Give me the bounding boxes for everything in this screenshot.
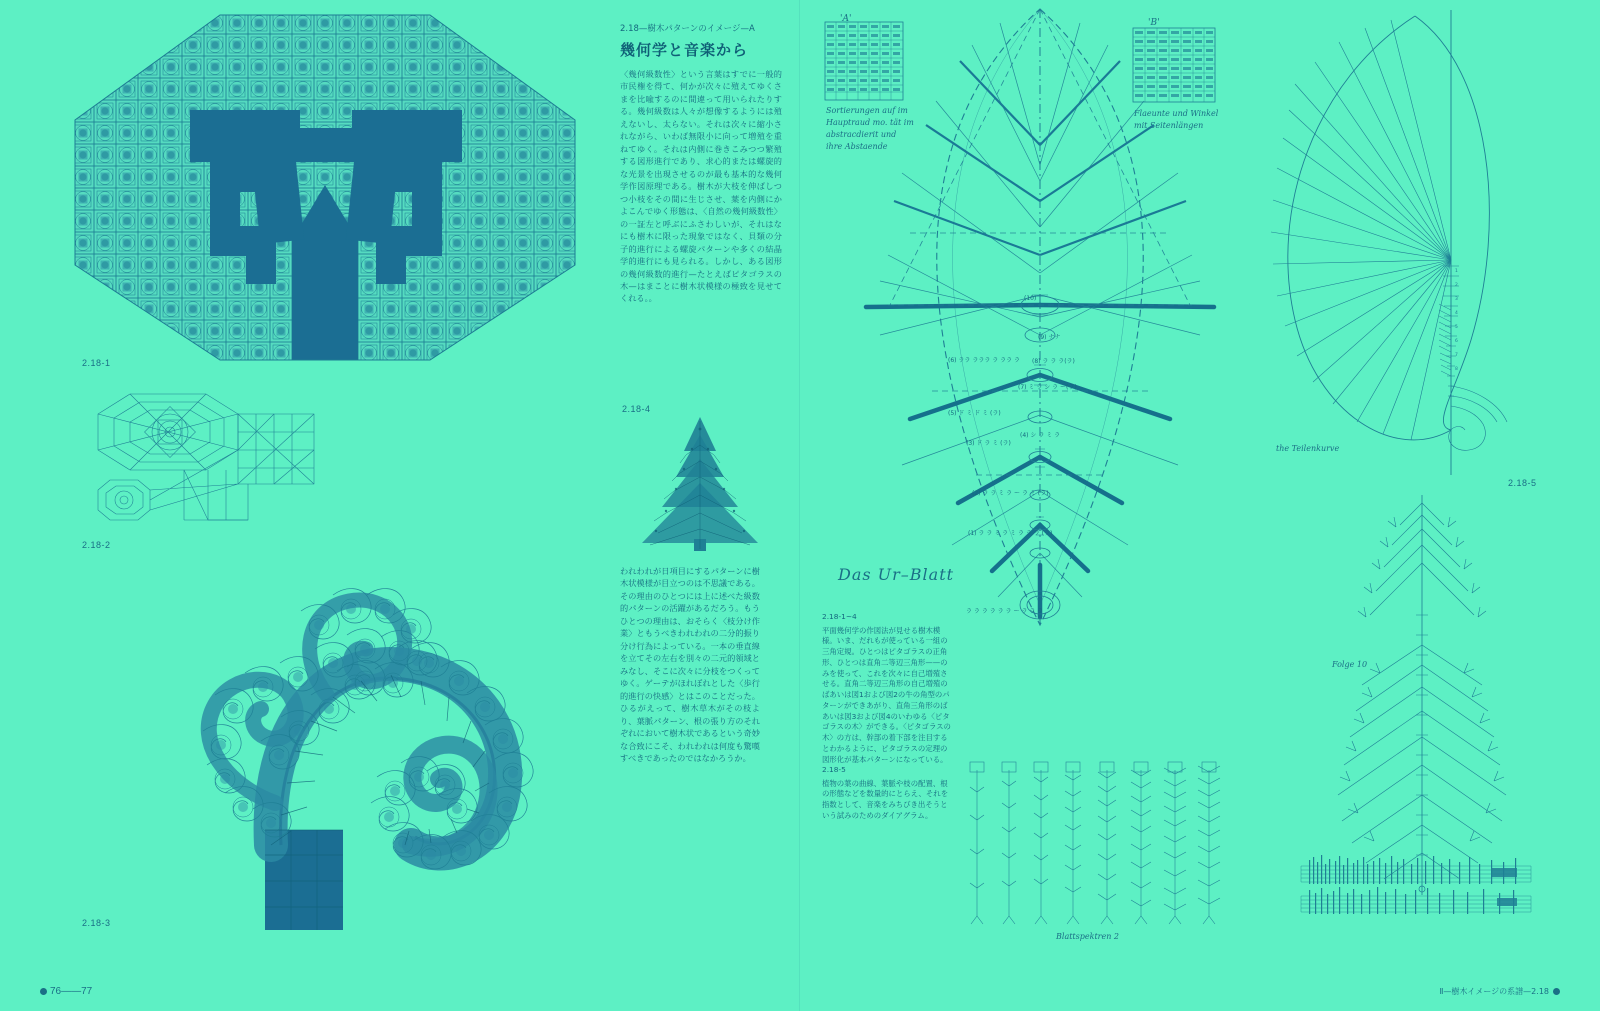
vein-label-4: (4) シ ラ ミ ラ <box>1020 432 1061 439</box>
folge-label: Folge 10 <box>1332 660 1368 669</box>
svg-text:4: 4 <box>1455 311 1458 316</box>
caption-heading-1: 2.18-1~4 <box>822 612 857 621</box>
svg-text:6: 6 <box>1455 339 1458 344</box>
caption-2-18-5 <box>822 765 952 822</box>
folio-right <box>1439 986 1560 997</box>
article-title: 幾何学と音楽から <box>620 41 749 59</box>
table-A-caption-l2: Hauptraud mo. tät im <box>826 118 914 127</box>
folio-left-text: 76——77 <box>50 986 93 997</box>
ur-blatt-title: Das Ur–Blatt <box>838 565 955 584</box>
figure-label-2-18-2: 2.18-2 <box>82 540 111 550</box>
table-A-title: 'A' <box>840 14 852 24</box>
svg-text:5: 5 <box>1455 325 1458 330</box>
folio-bullet-right-icon <box>1553 988 1560 995</box>
vein-label-9: (9) ナナ <box>1038 334 1061 341</box>
figure-label-2-18-1: 2.18-1 <box>82 358 111 368</box>
svg-text:8: 8 <box>1455 367 1458 372</box>
svg-text:2: 2 <box>1455 283 1458 288</box>
music-score <box>1295 852 1535 927</box>
spread-gutter <box>799 0 800 1011</box>
folge-10-diagram <box>1300 495 1550 895</box>
figure-label-2-18-4: 2.18-4 <box>622 404 651 414</box>
article-header <box>620 22 782 305</box>
svg-text:1: 1 <box>1455 269 1458 274</box>
figure-label-2-18-5: 2.18-5 <box>1508 478 1537 488</box>
vein-label-7: (7) ミ ラ シ ラ ー(ラ) <box>1018 384 1077 391</box>
svg-text:7: 7 <box>1455 353 1458 358</box>
teilenkurve-diagram <box>1255 10 1515 480</box>
article-kicker: 2.18—樹木パターンのイメージ—A <box>620 24 755 34</box>
figure-2-18-3 <box>75 545 595 935</box>
vein-label-6: (6) ララ ラララ ラ ララ ラ <box>948 357 1021 364</box>
caption-text-1: 平面幾何学の作図法が見せる樹木模様。いま、だれもが使っている一組の三角定規。ひとつはピタゴラスの正角形、ひとつは直角二等辺三角形——のみを使って、これを次々に自己増殖させる。直角二等辺三角形の自己増殖のばあいは図1および図2の牛の角型のパターンができあがり、直角三角形のばあいは図3および図4のいわゆる〈ピタゴラスの木〉ができる。〈ピタゴラスの木〉の方は、幹部の着下部を注目するとわかるように、ピタゴラスの定理の図形化が基本パターンになっている。 <box>822 625 951 764</box>
table-B-caption-l1: Flaeunte und Winkel <box>1134 109 1219 118</box>
table-B-caption-l2: mit Seitenlängen <box>1134 121 1204 130</box>
figure-2-18-2 <box>88 392 318 532</box>
figure-2-18-4 <box>620 415 780 555</box>
teilenkurve-label: the Teilenkurve <box>1276 444 1340 453</box>
vein-label-10: (10) <box>1024 295 1037 302</box>
caption-2-18-1-4 <box>822 612 952 765</box>
vein-label-base: ラ ラ ラ ラ ラ ラ ー ラ ラ ラ <box>966 608 1044 615</box>
table-A-caption-l4: ihre Abstaende <box>826 142 888 151</box>
article-body: 〈幾何級数性〉という言葉はすでに一般的市民権を得て、何かが次々に殖えてゆくさまを比喩するのに間違って用いられたりする。幾何級数は人々が想像するようには殖えないし、太らない。それは次々に縮小されながら、いわば無限小に向って増殖を重ねてゆく。それは内側に巻きこみつつ繁殖する図形進行であり、求心的または螺旋的な光景を出現させるのが最も基本的な幾何学作図原理である。樹木が大枝を伸ばしつつ小枝をその間に生じさせ、葉を内側にかよこんでゆく形態は、〈自然の幾何級数性〉の一証左と呼ぶにふさわしいが、それはなにも樹木に限った現象ではなく、貝類の分子的進行による螺旋パターンや多くの結晶学的進行にも見られる。しかし、ある図形の幾何級数的進行—たとえばピタゴラスの木—はまことに樹木状模様の極致を見せてくれる。。 <box>620 69 782 304</box>
vein-label-1: (1) ラ ラ ミ ラ ミ ラ ラ ラ (ラ) <box>968 530 1053 537</box>
folio-bullet-icon <box>40 988 47 995</box>
table-A-caption-l3: abstracdierit und <box>826 130 897 139</box>
vein-label-3: (3) ド ラ ミ (ラ) <box>966 440 1011 447</box>
blattspektren-diagram <box>965 758 1235 933</box>
caption-text-2: 植物の葉の曲線、葉脈や枝の配置、根の形態などを数量的にとらえ、それを指数として、音楽をみちびき出そうという試みのためのダイアグラム。 <box>822 778 949 820</box>
vein-label-5: (5) ド ミ ド ミ (ラ) <box>948 410 1001 417</box>
folio-left <box>40 986 92 997</box>
figure-2-18-1 <box>70 10 580 380</box>
vein-label-8: (8) ラ ラ ラ(ラ) <box>1032 358 1075 365</box>
blattspektren-label: Blattspektren 2 <box>1056 932 1120 941</box>
table-B-title: 'B' <box>1148 18 1160 28</box>
folio-right-text: Ⅱ—樹木イメージの系譜—2.18 <box>1439 987 1549 996</box>
table-A-caption-l1: Sortierungen auf im <box>826 106 908 115</box>
figure-label-2-18-3: 2.18-3 <box>82 918 111 928</box>
svg-text:3: 3 <box>1455 297 1458 302</box>
article-body-2: われわれが日項目にするパターンに樹木状模様が目立つのは不思議である。その理由のひとつには上に述べた級数的パターンの活躍があるだろう。もうひとつの理由は、おそらく〈枝分け作業〉ともうべきわれわれの二分的振り分け行為によっている。一本の垂直線を立てその左右を別々の二元的領域とみなし、そこに次々に分枝をつくってゆく。ゲーテがほれぼれとした〈歩行的進行の快感〉とはこのことだった。ひるがえって、樹木草木がその枝より、葉脈パターン、根の張り方のそれぞれにおいて樹木状であるという奇妙な合致にこそ、われわれは何度も驚嘆すべきであったのではなかろうか。 <box>620 566 760 764</box>
vein-label-2: (2) ラ ラ ミ ラ ー ラ ミ (ラ) <box>972 490 1049 497</box>
caption-heading-2: 2.18-5 <box>822 765 846 774</box>
